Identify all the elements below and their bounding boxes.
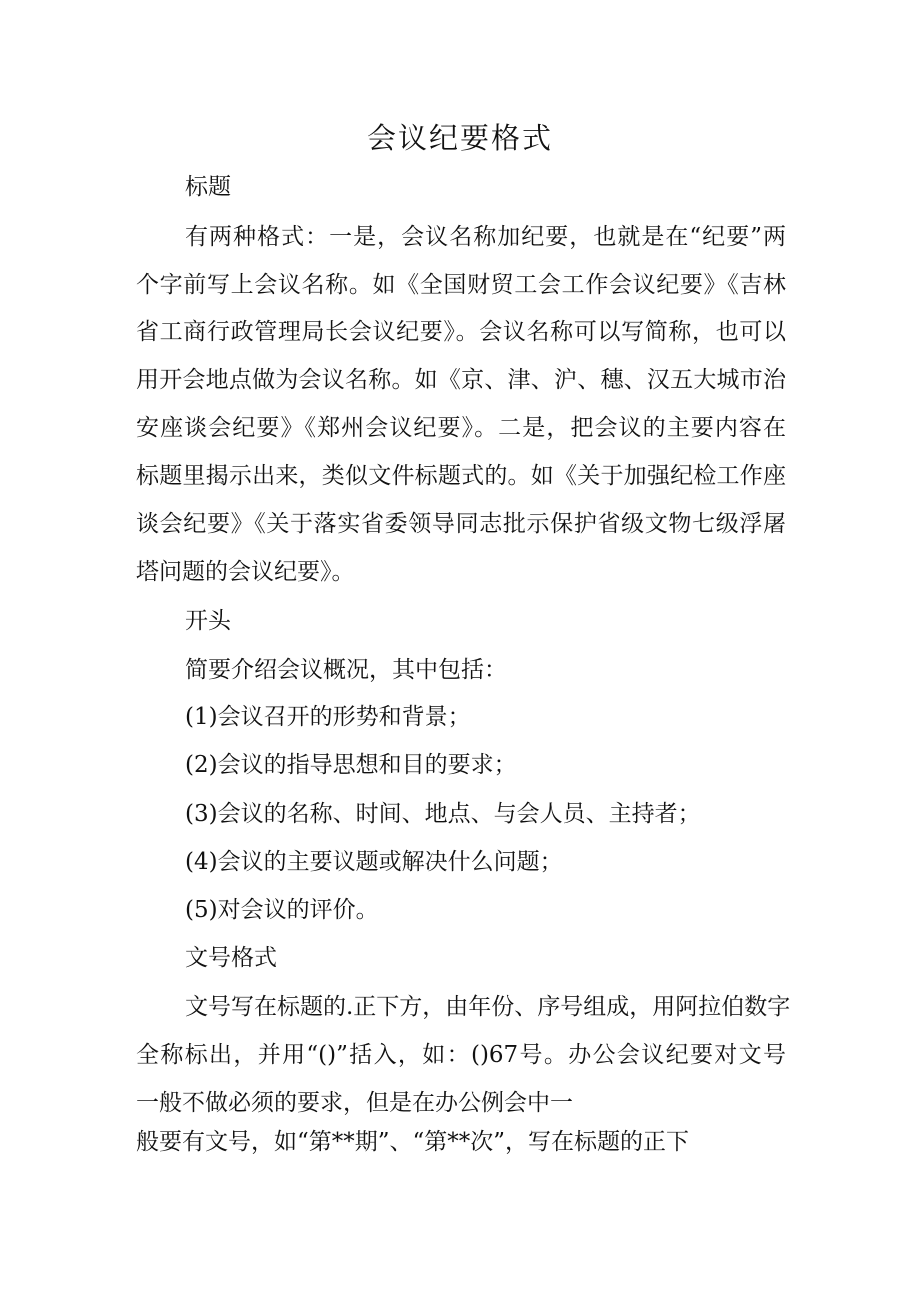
paragraph-line: 个字前写上会议名称。如《全国财贸工会工作会议纪要》《吉林: [136, 272, 786, 298]
list-item: (2)会议的指导思想和目的要求；: [185, 752, 517, 778]
document-title: 会议纪要格式: [366, 121, 553, 155]
paragraph-line: 塔问题的会议纪要》。: [136, 559, 355, 585]
paragraph-line: 全称标出，并用“()”括入，如：()67号。办公会议纪要对文号: [136, 1042, 786, 1068]
paragraph-line: 用开会地点做为会议名称。如《京、津、沪、穗、汉五大城市治: [136, 367, 786, 393]
paragraph-line: 标题里揭示出来，类似文件标题式的。如《关于加强纪检工作座: [136, 463, 786, 489]
paragraph-line: 安座谈会纪要》《郑州会议纪要》。二是，把会议的主要内容在: [136, 415, 786, 441]
list-item: (5)对会议的评价。: [185, 897, 379, 923]
list-item: (3)会议的名称、时间、地点、与会人员、主持者；: [185, 801, 701, 827]
paragraph-line: 简要介绍会议概况，其中包括：: [185, 657, 507, 683]
list-item: (1)会议召开的形势和背景；: [185, 704, 471, 730]
paragraph-line: 省工商行政管理局长会议纪要》。会议名称可以写简称，也可以: [136, 319, 786, 345]
paragraph-line: 般要有文号，如“第**期”、“第**次”，写在标题的正下: [136, 1129, 690, 1155]
paragraph-line: 一般不做必须的要求，但是在办公例会中一: [136, 1090, 573, 1116]
paragraph-line: 文号写在标题的.正下方，由年份、序号组成，用阿拉伯数字: [185, 994, 791, 1020]
section-heading-title: 标题: [185, 174, 231, 200]
list-item: (4)会议的主要议题或解决什么问题；: [185, 849, 563, 875]
paragraph-line: 谈会纪要》《关于落实省委领导同志批示保护省级文物七级浮屠: [136, 511, 786, 537]
paragraph-line: 有两种格式：一是，会议名称加纪要，也就是在“纪要”两: [185, 224, 786, 250]
section-heading-opening: 开头: [185, 608, 231, 634]
section-heading-doc-number: 文号格式: [185, 945, 277, 971]
